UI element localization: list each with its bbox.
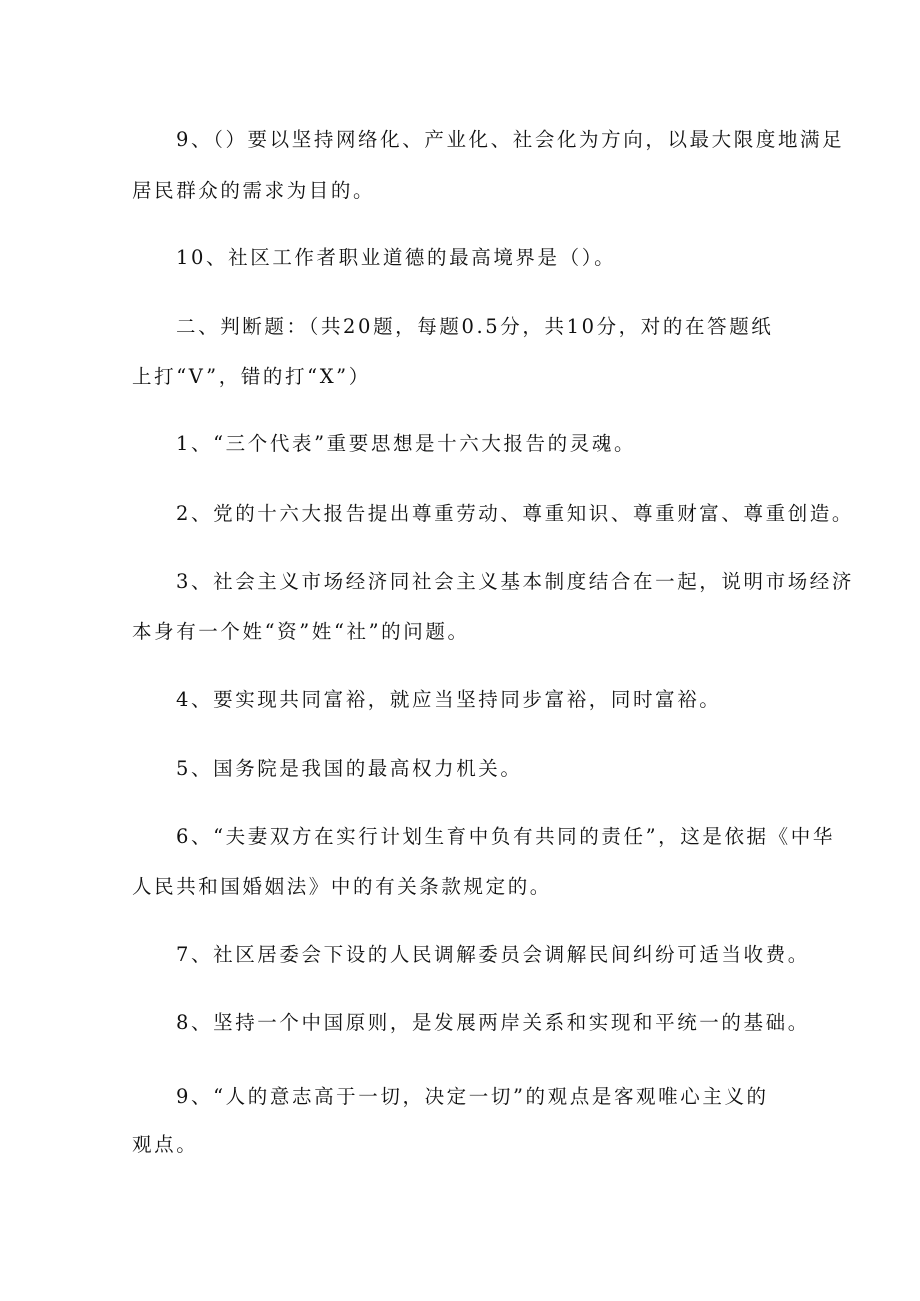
text-line: 5、国务院是我国的最高权力机关。	[176, 757, 523, 780]
section-heading: 二、判断题：（共20题，每题0.5分，共10分，对的在答题纸	[176, 315, 774, 338]
text-line: 上打“V”，错的打“X”）	[132, 365, 371, 388]
text-line: 10、社区工作者职业道德的最高境界是（）。	[176, 246, 617, 269]
text-line: 6、“夫妻双方在实行计划生育中负有共同的责任”，这是依据《中华	[176, 825, 835, 848]
text-line: 9、（）要以坚持网络化、产业化、社会化为方向，以最大限度地满足	[176, 128, 845, 151]
text-line: 2、党的十六大报告提出尊重劳动、尊重知识、尊重财富、尊重创造。	[176, 502, 855, 525]
text-line: 居民群众的需求为目的。	[132, 179, 376, 202]
text-line: 观点。	[132, 1133, 199, 1156]
text-line: 7、社区居委会下设的人民调解委员会调解民间纠纷可适当收费。	[176, 943, 810, 966]
text-line: 4、要实现共同富裕，就应当坚持同步富裕，同时富裕。	[176, 688, 722, 711]
text-line: 1、“三个代表”重要思想是十六大报告的灵魂。	[176, 432, 637, 455]
text-line: 3、社会主义市场经济同社会主义基本制度结合在一起，说明市场经济	[176, 570, 855, 593]
text-line: 8、坚持一个中国原则，是发展两岸关系和实现和平统一的基础。	[176, 1011, 810, 1034]
text-line: 本身有一个姓“资”姓“社”的问题。	[132, 620, 470, 643]
text-line: 人民共和国婚姻法》中的有关条款规定的。	[132, 875, 552, 898]
text-line: 9、“人的意志高于一切，决定一切”的观点是客观唯心主义的	[176, 1085, 769, 1108]
